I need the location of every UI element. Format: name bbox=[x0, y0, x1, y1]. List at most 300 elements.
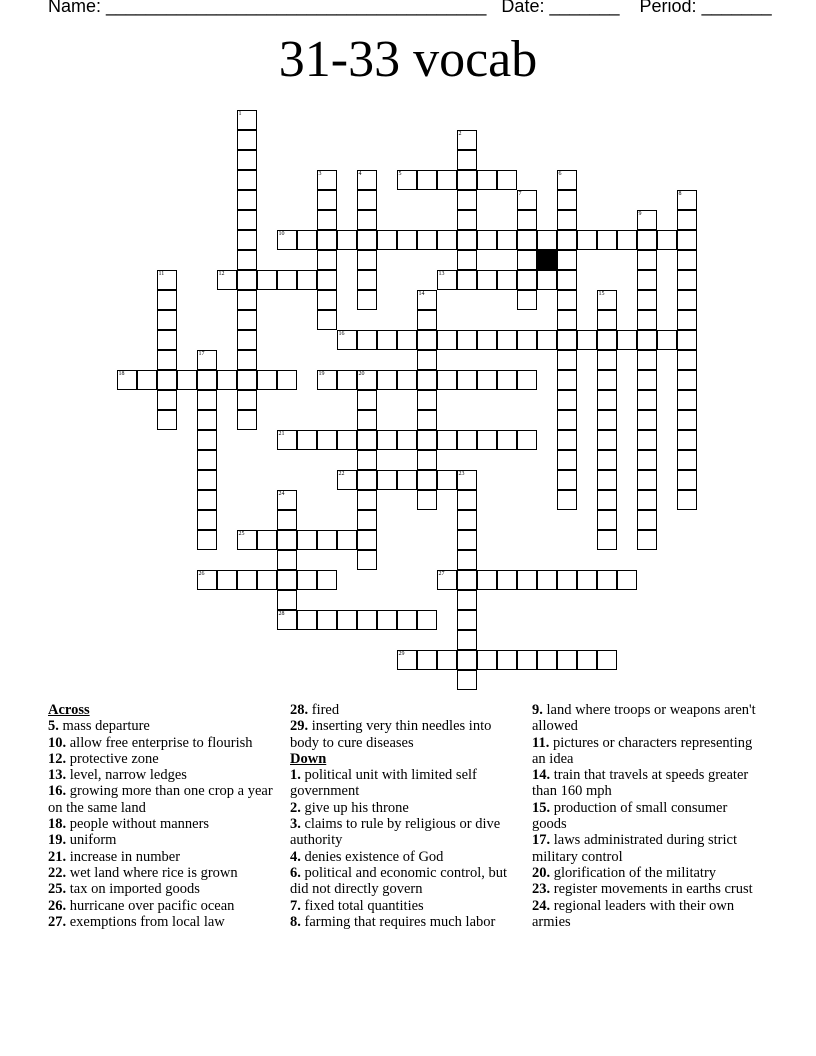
grid-cell bbox=[637, 390, 657, 410]
grid-cell bbox=[237, 110, 257, 130]
black-square bbox=[537, 250, 557, 270]
clues-column-3 bbox=[532, 702, 764, 930]
grid-cell bbox=[377, 330, 397, 350]
grid-cell bbox=[237, 290, 257, 310]
clue-number-label: 11. bbox=[532, 734, 550, 751]
grid-cell bbox=[197, 350, 217, 370]
grid-cell bbox=[597, 570, 617, 590]
grid-cell bbox=[417, 450, 437, 470]
clue-number-label: 2. bbox=[290, 799, 301, 816]
across-clue bbox=[48, 865, 280, 881]
grid-cell bbox=[677, 390, 697, 410]
grid-cell bbox=[357, 330, 377, 350]
grid-cell bbox=[217, 370, 237, 390]
grid-cell bbox=[417, 370, 437, 390]
grid-cell bbox=[457, 590, 477, 610]
clue-number-label: 24. bbox=[532, 897, 551, 914]
grid-cell bbox=[157, 310, 177, 330]
clue-number-label: 15. bbox=[532, 799, 551, 816]
grid-cell bbox=[457, 330, 477, 350]
grid-cell bbox=[637, 530, 657, 550]
down-clue bbox=[532, 865, 764, 881]
clue-number-label: 6. bbox=[290, 864, 301, 881]
grid-cell bbox=[597, 390, 617, 410]
down-clue bbox=[532, 702, 764, 735]
grid-cell bbox=[577, 330, 597, 350]
grid-cell bbox=[457, 470, 477, 490]
clue-text: protective zone bbox=[66, 750, 159, 767]
clue-number: 18 bbox=[118, 370, 125, 377]
grid-cell bbox=[417, 290, 437, 310]
grid-cell bbox=[357, 170, 377, 190]
grid-cell bbox=[497, 270, 517, 290]
grid-cell bbox=[397, 430, 417, 450]
grid-cell bbox=[617, 230, 637, 250]
clue-number-label: 22. bbox=[48, 864, 67, 881]
grid-cell bbox=[597, 490, 617, 510]
grid-cell bbox=[637, 330, 657, 350]
grid-cell bbox=[317, 210, 337, 230]
grid-cell bbox=[577, 650, 597, 670]
clue-text: uniform bbox=[66, 832, 117, 849]
grid-cell bbox=[377, 430, 397, 450]
grid-cell bbox=[177, 370, 197, 390]
grid-cell bbox=[357, 250, 377, 270]
grid-cell bbox=[557, 370, 577, 390]
clue-number: 9 bbox=[638, 210, 642, 217]
grid-cell bbox=[557, 250, 577, 270]
grid-cell bbox=[297, 430, 317, 450]
grid-cell bbox=[677, 450, 697, 470]
grid-cell bbox=[597, 350, 617, 370]
grid-cell bbox=[517, 230, 537, 250]
grid-cell bbox=[157, 330, 177, 350]
clue-text: political unit with limited self government bbox=[290, 767, 477, 800]
clue-number: 25 bbox=[238, 530, 245, 537]
grid-cell bbox=[557, 230, 577, 250]
grid-cell bbox=[297, 230, 317, 250]
grid-cell bbox=[597, 290, 617, 310]
grid-cell bbox=[517, 370, 537, 390]
grid-cell bbox=[637, 490, 657, 510]
clue-text: allow free enterprise to flourish bbox=[66, 734, 253, 751]
grid-cell bbox=[237, 170, 257, 190]
grid-cell bbox=[297, 570, 317, 590]
grid-cell bbox=[557, 490, 577, 510]
clue-number-label: 21. bbox=[48, 848, 67, 865]
grid-cell bbox=[317, 250, 337, 270]
grid-cell bbox=[577, 570, 597, 590]
clue-number: 16 bbox=[338, 330, 345, 337]
clue-number: 1 bbox=[238, 110, 242, 117]
grid-cell bbox=[597, 330, 617, 350]
grid-cell bbox=[237, 350, 257, 370]
down-clue bbox=[532, 735, 764, 768]
grid-cell bbox=[517, 330, 537, 350]
across-clue bbox=[48, 718, 280, 734]
clue-number-label: 23. bbox=[532, 881, 551, 898]
grid-cell bbox=[517, 290, 537, 310]
down-clue bbox=[532, 767, 764, 800]
grid-cell bbox=[677, 470, 697, 490]
grid-cell bbox=[417, 310, 437, 330]
grid-cell bbox=[637, 290, 657, 310]
grid-cell bbox=[357, 390, 377, 410]
grid-cell bbox=[517, 570, 537, 590]
clue-number: 27 bbox=[438, 570, 445, 577]
grid-cell bbox=[317, 230, 337, 250]
grid-cell bbox=[237, 250, 257, 270]
grid-cell bbox=[677, 270, 697, 290]
grid-cell bbox=[277, 530, 297, 550]
grid-cell bbox=[537, 270, 557, 290]
grid-cell bbox=[317, 430, 337, 450]
grid-cell bbox=[457, 230, 477, 250]
clue-number: 24 bbox=[278, 490, 285, 497]
grid-cell bbox=[517, 250, 537, 270]
grid-cell bbox=[577, 230, 597, 250]
grid-cell bbox=[537, 650, 557, 670]
down-heading: Down bbox=[290, 750, 327, 767]
clue-number-label: 10. bbox=[48, 734, 67, 751]
grid-cell bbox=[457, 490, 477, 510]
grid-cell bbox=[197, 530, 217, 550]
grid-cell bbox=[657, 330, 677, 350]
grid-cell bbox=[497, 430, 517, 450]
clue-number: 20 bbox=[358, 370, 365, 377]
clue-number: 13 bbox=[438, 270, 445, 277]
grid-cell bbox=[517, 650, 537, 670]
grid-cell bbox=[557, 470, 577, 490]
grid-cell bbox=[257, 530, 277, 550]
clue-text: give up his throne bbox=[300, 799, 409, 816]
grid-cell bbox=[417, 390, 437, 410]
grid-cell bbox=[477, 230, 497, 250]
down-clue bbox=[290, 816, 522, 849]
grid-cell bbox=[677, 310, 697, 330]
grid-cell bbox=[277, 230, 297, 250]
grid-cell bbox=[457, 570, 477, 590]
grid-cell bbox=[437, 370, 457, 390]
clue-number: 15 bbox=[598, 290, 605, 297]
grid-cell bbox=[637, 230, 657, 250]
clue-number-label: 27. bbox=[48, 913, 67, 930]
down-clue bbox=[532, 881, 764, 897]
grid-cell bbox=[557, 390, 577, 410]
grid-cell bbox=[197, 390, 217, 410]
grid-cell bbox=[397, 330, 417, 350]
grid-cell bbox=[477, 650, 497, 670]
grid-cell bbox=[597, 470, 617, 490]
grid-cell bbox=[557, 570, 577, 590]
grid-cell bbox=[497, 650, 517, 670]
grid-cell bbox=[537, 330, 557, 350]
grid-cell bbox=[557, 410, 577, 430]
grid-cell bbox=[417, 410, 437, 430]
grid-cell bbox=[197, 370, 217, 390]
clue-number-label: 17. bbox=[532, 832, 551, 849]
clue-number-label: 13. bbox=[48, 767, 67, 784]
grid-cell bbox=[457, 610, 477, 630]
down-clue bbox=[290, 898, 522, 914]
clues-column-1 bbox=[48, 702, 280, 930]
grid-cell bbox=[237, 370, 257, 390]
grid-cell bbox=[637, 370, 657, 390]
grid-cell bbox=[197, 450, 217, 470]
grid-cell bbox=[357, 230, 377, 250]
grid-cell bbox=[597, 650, 617, 670]
grid-cell bbox=[317, 310, 337, 330]
clue-number: 22 bbox=[338, 470, 345, 477]
across-clue bbox=[48, 783, 280, 816]
down-clue bbox=[290, 849, 522, 865]
clue-text: production of small consumer goods bbox=[532, 799, 728, 833]
grid-cell bbox=[317, 570, 337, 590]
grid-cell bbox=[457, 370, 477, 390]
grid-cell bbox=[637, 430, 657, 450]
grid-cell bbox=[637, 410, 657, 430]
grid-cell bbox=[437, 170, 457, 190]
down-clue bbox=[290, 865, 522, 898]
clue-text: claims to rule by religious or dive authority bbox=[290, 816, 501, 849]
grid-cell bbox=[237, 410, 257, 430]
grid-cell bbox=[497, 230, 517, 250]
grid-cell bbox=[257, 270, 277, 290]
grid-cell bbox=[357, 490, 377, 510]
grid-cell bbox=[337, 230, 357, 250]
clue-number: 10 bbox=[278, 230, 285, 237]
clue-text: train that travels at speeds greater than 160 mph bbox=[532, 767, 749, 800]
grid-cell bbox=[277, 610, 297, 630]
grid-cell bbox=[437, 330, 457, 350]
grid-cell bbox=[557, 290, 577, 310]
grid-cell bbox=[317, 170, 337, 190]
grid-cell bbox=[617, 570, 637, 590]
grid-cell bbox=[637, 350, 657, 370]
clue-number: 17 bbox=[198, 350, 205, 357]
clue-text: fired bbox=[308, 702, 340, 718]
grid-cell bbox=[557, 270, 577, 290]
clue-text: inserting very thin needles into body to cure diseases bbox=[290, 718, 492, 751]
grid-cell bbox=[377, 230, 397, 250]
grid-cell bbox=[477, 570, 497, 590]
grid-cell bbox=[397, 170, 417, 190]
grid-cell bbox=[677, 330, 697, 350]
grid-cell bbox=[597, 510, 617, 530]
grid-cell bbox=[637, 470, 657, 490]
grid-cell bbox=[417, 610, 437, 630]
clue-number: 7 bbox=[518, 190, 522, 197]
grid-cell bbox=[637, 270, 657, 290]
grid-cell bbox=[297, 530, 317, 550]
down-clue bbox=[532, 898, 764, 931]
clue-number-label: 28. bbox=[290, 702, 309, 718]
grid-cell bbox=[597, 310, 617, 330]
clue-text: wet land where rice is grown bbox=[66, 864, 238, 881]
grid-cell bbox=[317, 370, 337, 390]
grid-cell bbox=[277, 510, 297, 530]
grid-cell bbox=[197, 430, 217, 450]
across-clue bbox=[48, 898, 280, 914]
grid-cell bbox=[677, 290, 697, 310]
clue-number-label: 9. bbox=[532, 702, 543, 718]
grid-cell bbox=[477, 170, 497, 190]
grid-cell bbox=[557, 170, 577, 190]
grid-cell bbox=[457, 630, 477, 650]
grid-cell bbox=[237, 150, 257, 170]
grid-cell bbox=[557, 190, 577, 210]
grid-cell bbox=[337, 430, 357, 450]
page-title: 31-33 vocab bbox=[278, 31, 538, 88]
grid-cell bbox=[557, 350, 577, 370]
grid-cell bbox=[497, 570, 517, 590]
grid-cell bbox=[497, 370, 517, 390]
clue-number: 5 bbox=[398, 170, 402, 177]
grid-cell bbox=[597, 370, 617, 390]
grid-cell bbox=[457, 190, 477, 210]
clue-number: 23 bbox=[458, 470, 465, 477]
grid-cell bbox=[457, 550, 477, 570]
clue-text: regional leaders with their own armies bbox=[532, 897, 735, 930]
grid-cell bbox=[497, 170, 517, 190]
grid-cell bbox=[457, 130, 477, 150]
grid-cell bbox=[377, 610, 397, 630]
grid-cell bbox=[417, 430, 437, 450]
across-clue bbox=[48, 735, 280, 751]
grid-cell bbox=[537, 230, 557, 250]
grid-cell bbox=[297, 270, 317, 290]
down-clue bbox=[532, 832, 764, 865]
grid-cell bbox=[237, 130, 257, 150]
grid-cell bbox=[237, 270, 257, 290]
grid-cell bbox=[597, 450, 617, 470]
clue-number-label: 29. bbox=[290, 718, 309, 735]
clue-number: 2 bbox=[458, 130, 462, 137]
grid-cell bbox=[237, 390, 257, 410]
down-clue bbox=[290, 800, 522, 816]
grid-cell bbox=[357, 450, 377, 470]
grid-cell bbox=[357, 610, 377, 630]
grid-cell bbox=[157, 350, 177, 370]
grid-cell bbox=[537, 570, 557, 590]
grid-cell bbox=[457, 650, 477, 670]
grid-cell bbox=[157, 270, 177, 290]
grid-cell bbox=[417, 470, 437, 490]
grid-cell bbox=[337, 330, 357, 350]
clue-number: 4 bbox=[358, 170, 362, 177]
grid-cell bbox=[477, 330, 497, 350]
grid-cell bbox=[677, 230, 697, 250]
grid-cell bbox=[637, 510, 657, 530]
grid-cell bbox=[417, 170, 437, 190]
grid-cell bbox=[597, 230, 617, 250]
grid-cell bbox=[677, 350, 697, 370]
grid-cell bbox=[457, 530, 477, 550]
grid-cell bbox=[357, 370, 377, 390]
clue-text: hurricane over pacific ocean bbox=[66, 897, 235, 914]
clue-number-label: 4. bbox=[290, 848, 301, 865]
grid-cell bbox=[277, 570, 297, 590]
grid-cell bbox=[357, 190, 377, 210]
name-date-period-line: Name: ______________________________________ Date: _______ Period: _______ bbox=[48, 0, 772, 16]
grid-cell bbox=[157, 370, 177, 390]
clue-number-label: 18. bbox=[48, 816, 67, 833]
grid-cell bbox=[157, 390, 177, 410]
grid-cell bbox=[157, 410, 177, 430]
clue-number-label: 19. bbox=[48, 832, 67, 849]
clue-text: increase in number bbox=[66, 848, 181, 865]
grid-cell bbox=[437, 230, 457, 250]
grid-cell bbox=[597, 410, 617, 430]
grid-cell bbox=[517, 430, 537, 450]
clue-text: denies existence of God bbox=[300, 848, 444, 865]
grid-cell bbox=[237, 570, 257, 590]
grid-cell bbox=[197, 570, 217, 590]
grid-cell bbox=[517, 190, 537, 210]
clue-number: 14 bbox=[418, 290, 425, 297]
grid-cell bbox=[617, 330, 637, 350]
clue-number-label: 20. bbox=[532, 864, 551, 881]
grid-cell bbox=[337, 610, 357, 630]
grid-cell bbox=[297, 610, 317, 630]
grid-cell bbox=[317, 530, 337, 550]
grid-cell bbox=[557, 430, 577, 450]
grid-cell bbox=[417, 350, 437, 370]
grid-cell bbox=[477, 270, 497, 290]
across-clue bbox=[290, 702, 522, 718]
grid-cell bbox=[357, 290, 377, 310]
across-clue bbox=[290, 718, 522, 751]
grid-cell bbox=[457, 210, 477, 230]
grid-cell bbox=[137, 370, 157, 390]
grid-cell bbox=[237, 310, 257, 330]
grid-cell bbox=[677, 410, 697, 430]
grid-cell bbox=[557, 650, 577, 670]
grid-cell bbox=[337, 370, 357, 390]
grid-cell bbox=[277, 590, 297, 610]
grid-cell bbox=[677, 210, 697, 230]
across-clue bbox=[48, 881, 280, 897]
across-clue bbox=[48, 914, 280, 930]
grid-cell bbox=[597, 430, 617, 450]
clue-number-label: 1. bbox=[290, 767, 301, 784]
clue-number: 12 bbox=[218, 270, 225, 277]
grid-cell bbox=[277, 430, 297, 450]
across-clue bbox=[48, 832, 280, 848]
grid-cell bbox=[237, 330, 257, 350]
clue-number-label: 16. bbox=[48, 783, 67, 800]
grid-cell bbox=[477, 370, 497, 390]
grid-cell bbox=[157, 290, 177, 310]
grid-cell bbox=[677, 490, 697, 510]
grid-cell bbox=[397, 610, 417, 630]
grid-cell bbox=[397, 650, 417, 670]
grid-cell bbox=[357, 270, 377, 290]
grid-cell bbox=[217, 570, 237, 590]
grid-cell bbox=[637, 450, 657, 470]
grid-cell bbox=[497, 330, 517, 350]
grid-cell bbox=[637, 250, 657, 270]
grid-cell bbox=[677, 250, 697, 270]
grid-cell bbox=[677, 430, 697, 450]
grid-cell bbox=[277, 370, 297, 390]
clue-text: mass departure bbox=[58, 718, 150, 735]
clue-text: growing more than one crop a year on the same land bbox=[48, 783, 273, 816]
grid-cell bbox=[637, 210, 657, 230]
clue-number-label: 3. bbox=[290, 816, 301, 833]
grid-cell bbox=[277, 270, 297, 290]
grid-cell bbox=[417, 650, 437, 670]
